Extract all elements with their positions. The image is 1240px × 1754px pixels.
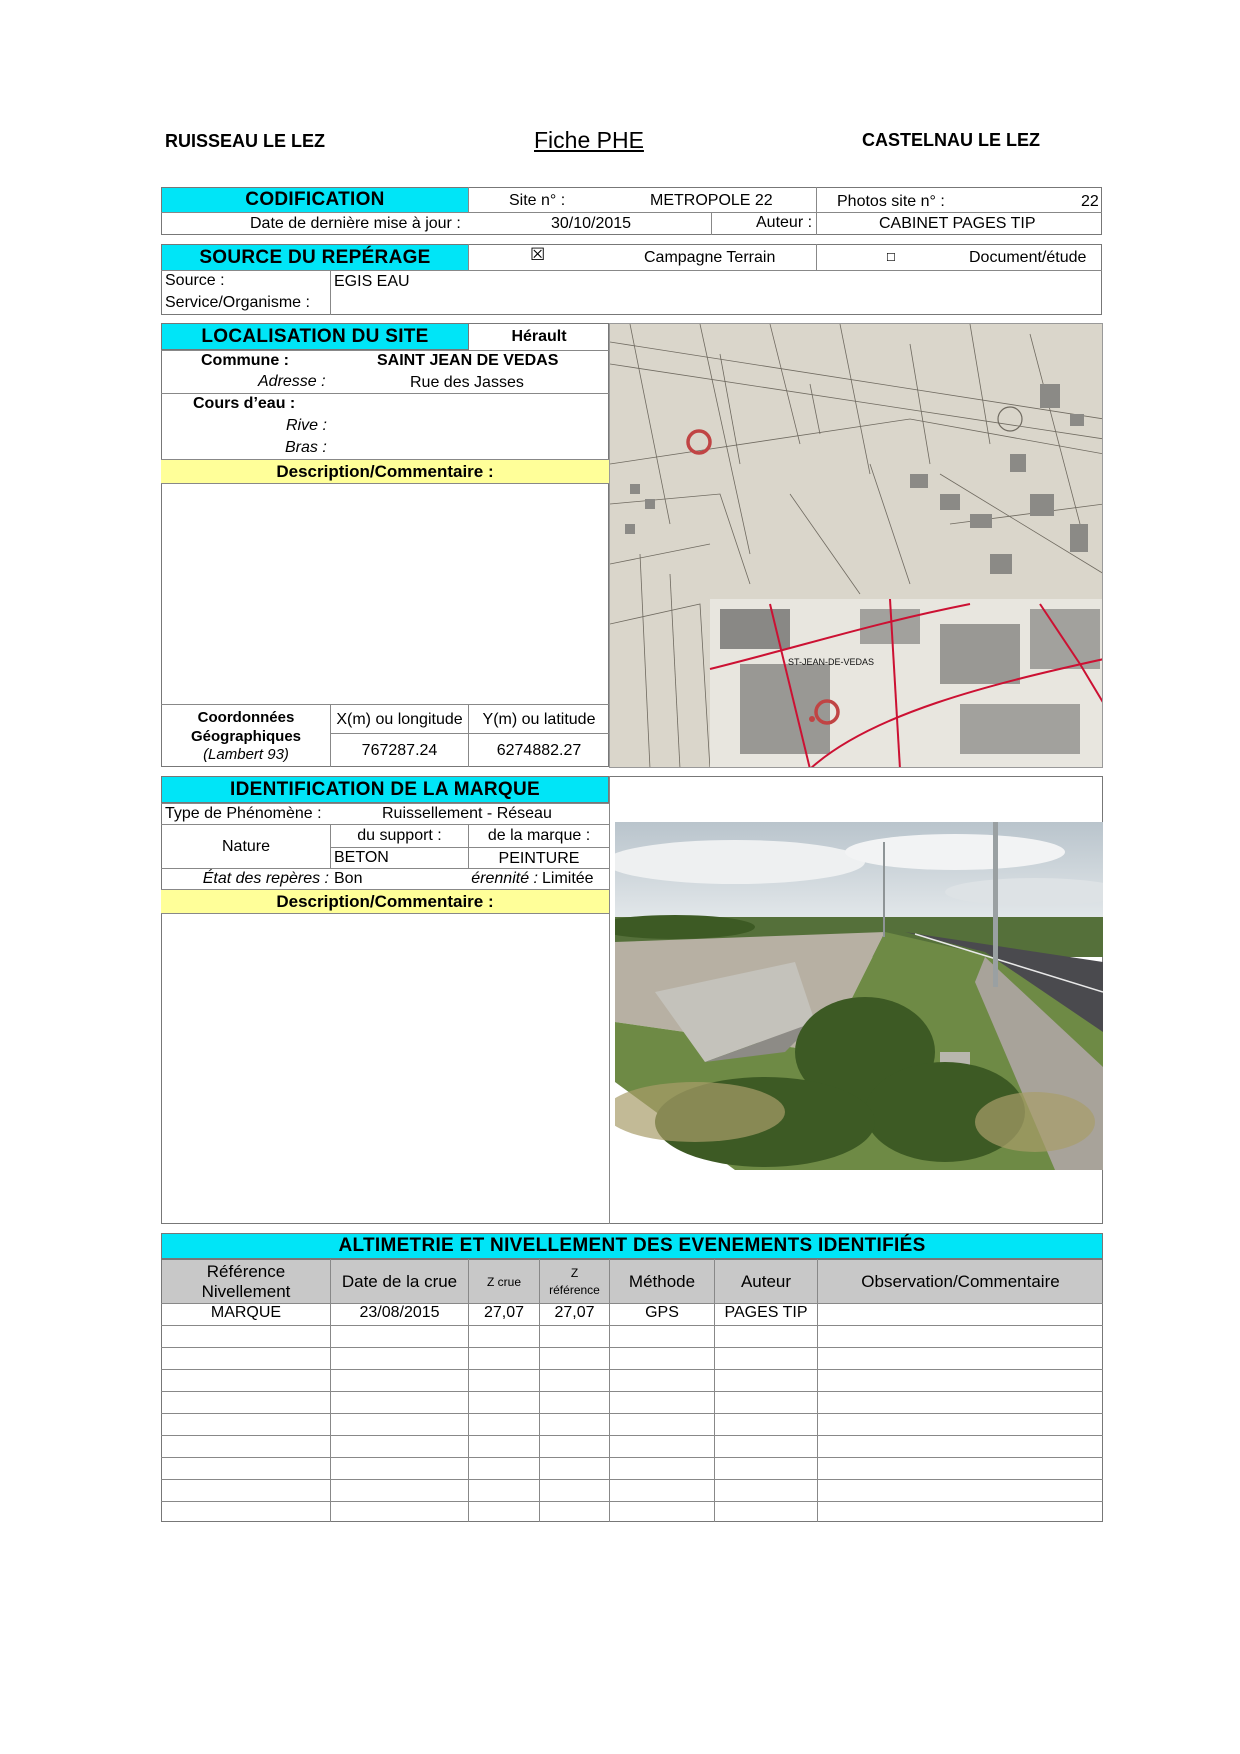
perennite-label: érennité :	[471, 870, 538, 887]
col-reference-line1: Référence	[206, 1262, 286, 1281]
rive-label: Rive :	[286, 417, 327, 434]
author-value: CABINET PAGES TIP	[879, 215, 1036, 232]
y-coordinate-label: Y(m) ou latitude	[482, 711, 596, 728]
row-auteur: PAGES TIP	[724, 1304, 808, 1321]
col-observation: Observation/Commentaire	[861, 1272, 1060, 1291]
site-number-value: METROPOLE 22	[650, 192, 773, 209]
nature-label: Nature	[221, 838, 271, 855]
service-value: EGIS EAU	[334, 273, 410, 290]
identification-description-area[interactable]	[162, 915, 608, 1223]
service-label: Service/Organisme :	[165, 294, 310, 311]
photos-site-label: Photos site n° :	[837, 193, 945, 210]
row-reference: MARQUE	[210, 1304, 282, 1321]
altimetrie-heading: ALTIMETRIE ET NIVELLEMENT DES EVENEMENTS IDENTIFIÉS	[161, 1233, 1103, 1259]
row-date: 23/08/2015	[359, 1304, 440, 1321]
adresse-label: Adresse :	[258, 373, 326, 390]
river-name: RUISSEAU LE LEZ	[165, 131, 326, 151]
commune-name: CASTELNAU LE LEZ	[862, 130, 1040, 150]
col-z-reference-line2: référence	[549, 1283, 600, 1297]
page-title: Fiche PHE	[534, 127, 644, 153]
support-value: BETON	[334, 849, 389, 866]
x-coordinate-value: 767287.24	[361, 742, 438, 759]
source-heading: SOURCE DU REPÉRAGE	[161, 244, 469, 271]
campagne-terrain-label: Campagne Terrain	[644, 249, 776, 266]
etat-reperes-value: Bon	[334, 870, 363, 887]
marque-value: PEINTURE	[498, 850, 580, 867]
bras-label: Bras :	[285, 439, 327, 456]
perennite-value: Limitée	[542, 870, 594, 887]
support-label: du support :	[357, 827, 442, 844]
photos-site-value: 22	[1081, 193, 1099, 210]
col-reference-line2: Nivellement	[201, 1282, 291, 1301]
commune-value: SAINT JEAN DE VEDAS	[377, 352, 559, 369]
adresse-value: Rue des Jasses	[410, 374, 524, 391]
coord-label-line1: Coordonnées	[197, 709, 295, 726]
codification-heading: CODIFICATION	[161, 187, 469, 213]
coord-label-line3: (Lambert 93)	[203, 746, 289, 763]
source-label: Source :	[165, 272, 225, 289]
type-phenomene-label: Type de Phénomène :	[165, 805, 322, 822]
map-town-label: ST-JEAN-DE-VEDAS	[788, 657, 875, 667]
localisation-description-area[interactable]	[162, 485, 608, 703]
row-z-crue: 27,07	[483, 1304, 525, 1321]
col-z-reference-line1: Z	[570, 1266, 579, 1280]
campagne-checkbox[interactable]: ☒	[530, 245, 546, 264]
col-methode: Méthode	[628, 1272, 696, 1291]
col-auteur: Auteur	[740, 1272, 792, 1291]
coord-label-line2: Géographiques	[190, 728, 302, 745]
identification-description-heading: Description/Commentaire :	[161, 889, 609, 914]
commune-label: Commune :	[201, 352, 289, 369]
site-number-label: Site n° :	[509, 192, 566, 209]
marque-label: de la marque :	[487, 827, 591, 844]
department-value: Hérault	[511, 328, 567, 345]
localisation-description-heading: Description/Commentaire :	[161, 459, 609, 484]
x-coordinate-label: X(m) ou longitude	[336, 711, 463, 728]
row-methode: GPS	[645, 1304, 679, 1321]
document-etude-label: Document/étude	[969, 249, 1087, 266]
etat-reperes-label: État des repères :	[202, 870, 329, 887]
identification-heading: IDENTIFICATION DE LA MARQUE	[161, 776, 609, 803]
update-date-value: 30/10/2015	[551, 215, 632, 232]
author-label: Auteur :	[756, 214, 813, 231]
row-z-reference: 27,07	[554, 1304, 595, 1321]
cours-deau-label: Cours d’eau :	[193, 395, 296, 412]
site-photo	[615, 822, 1103, 1170]
document-checkbox[interactable]: ☐	[886, 252, 896, 264]
location-map	[609, 323, 1103, 768]
col-date-crue: Date de la crue	[341, 1272, 458, 1291]
localisation-heading: LOCALISATION DU SITE	[161, 323, 469, 350]
y-coordinate-value: 6274882.27	[496, 742, 582, 759]
type-phenomene-value: Ruissellement - Réseau	[382, 805, 552, 822]
update-date-label: Date de dernière mise à jour :	[250, 215, 461, 232]
col-z-crue: Z crue	[486, 1275, 521, 1289]
